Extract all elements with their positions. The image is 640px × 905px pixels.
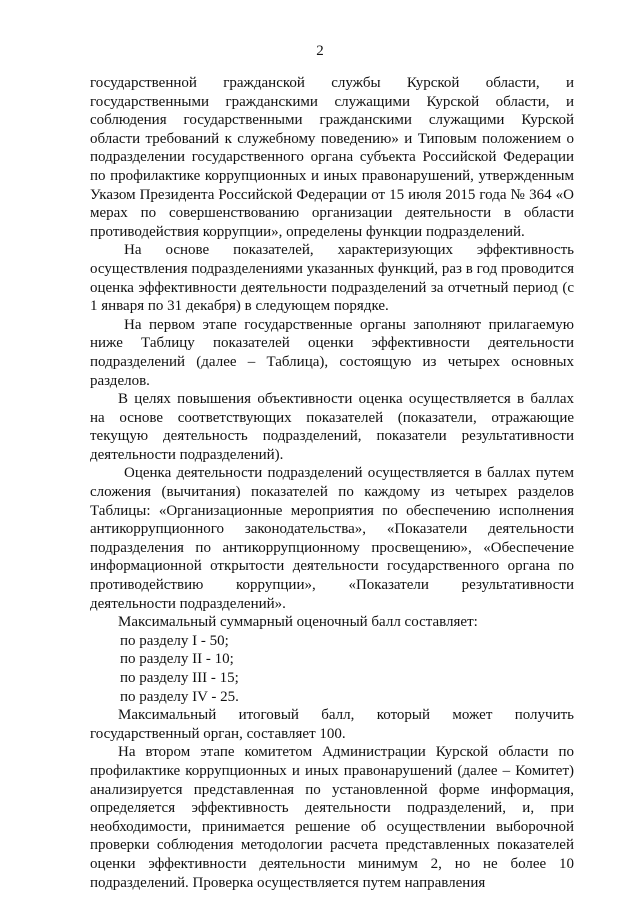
score-list-item: по разделу I - 50; <box>120 632 229 649</box>
paragraph-scoring-method: Оценка деятельности подразделений осуществляется в баллах путем сложения (вычитания) показателей по каждому из четырех разделов Таблицы: «Организационные мероприятия по обеспечению исполнения антикоррупционного законодательства», «Показатели деятельности подразделения по антикоррупционному просвещению», «Обеспечение информационной открытости деятельности государственного органа по противодействию коррупции», «Показатели результативности деятельности подразделений». <box>90 465 574 612</box>
paragraph-max-score-intro: Максимальный суммарный оценочный балл составляет: <box>118 614 478 631</box>
score-list-item: по разделу IV - 25. <box>120 688 239 705</box>
paragraph-first-stage: На первом этапе государственные органы заполняют прилагаемую ниже Таблицу показателей оценки эффективности деятельности подразделений (далее – Таблица), состоящую из четырех основных разделов. <box>90 316 574 389</box>
score-list-item: по разделу III - 15; <box>120 670 239 686</box>
paragraph-assessment-basis: На основе показателей, характеризующих эффективность осуществления подразделениями указанных функций, раз в год проводится оценка эффективности деятельности подразделений за отчетный период (с 1 января по 31 декабря) в следующем порядке. <box>90 242 574 315</box>
document-body <box>90 74 574 892</box>
paragraph-objectivity: В целях повышения объективности оценка осуществляется в баллах на основе соответствующих показателей (показатели, отражающие текущую деятельность подразделений, показатели результативности деятельности подразделений). <box>90 391 574 463</box>
page-number: 2 <box>316 43 324 59</box>
score-list <box>90 632 574 706</box>
paragraph-max-total-score: Максимальный итоговый балл, который может получить государственный орган, составляет 100. <box>90 707 574 742</box>
paragraph-functions: государственной гражданской службы Курской области, и государственными гражданскими служащими Курской области, и соблюдения государственными гражданскими служащими Курской области требований к служебному поведению» и Типовым положением о подразделении государственного органа субъекта Российской Федерации по профилактике коррупционных и иных правонарушений, утвержденным Указом Президента Российской Федерации от 15 июля 2015 года № 364 «О мерах по совершенствованию организации деятельности в области противодействия коррупции», определены функции подразделений. <box>90 75 574 240</box>
paragraph-second-stage: На втором этапе комитетом Администрации Курской области по профилактике коррупционных и иных правонарушений (далее – Комитет) анализируется представленная по установленной форме информация, определяется эффективность деятельности подразделений, и, при необходимости, принимается решение об осуществлении выборочной проверки соблюдения методологии расчета представленных показателей оценки эффективности деятельности минимум 2, но не более 10 подразделений. Проверка осуществляется путем направления <box>90 744 574 891</box>
score-list-item: по разделу II - 10; <box>120 651 234 668</box>
